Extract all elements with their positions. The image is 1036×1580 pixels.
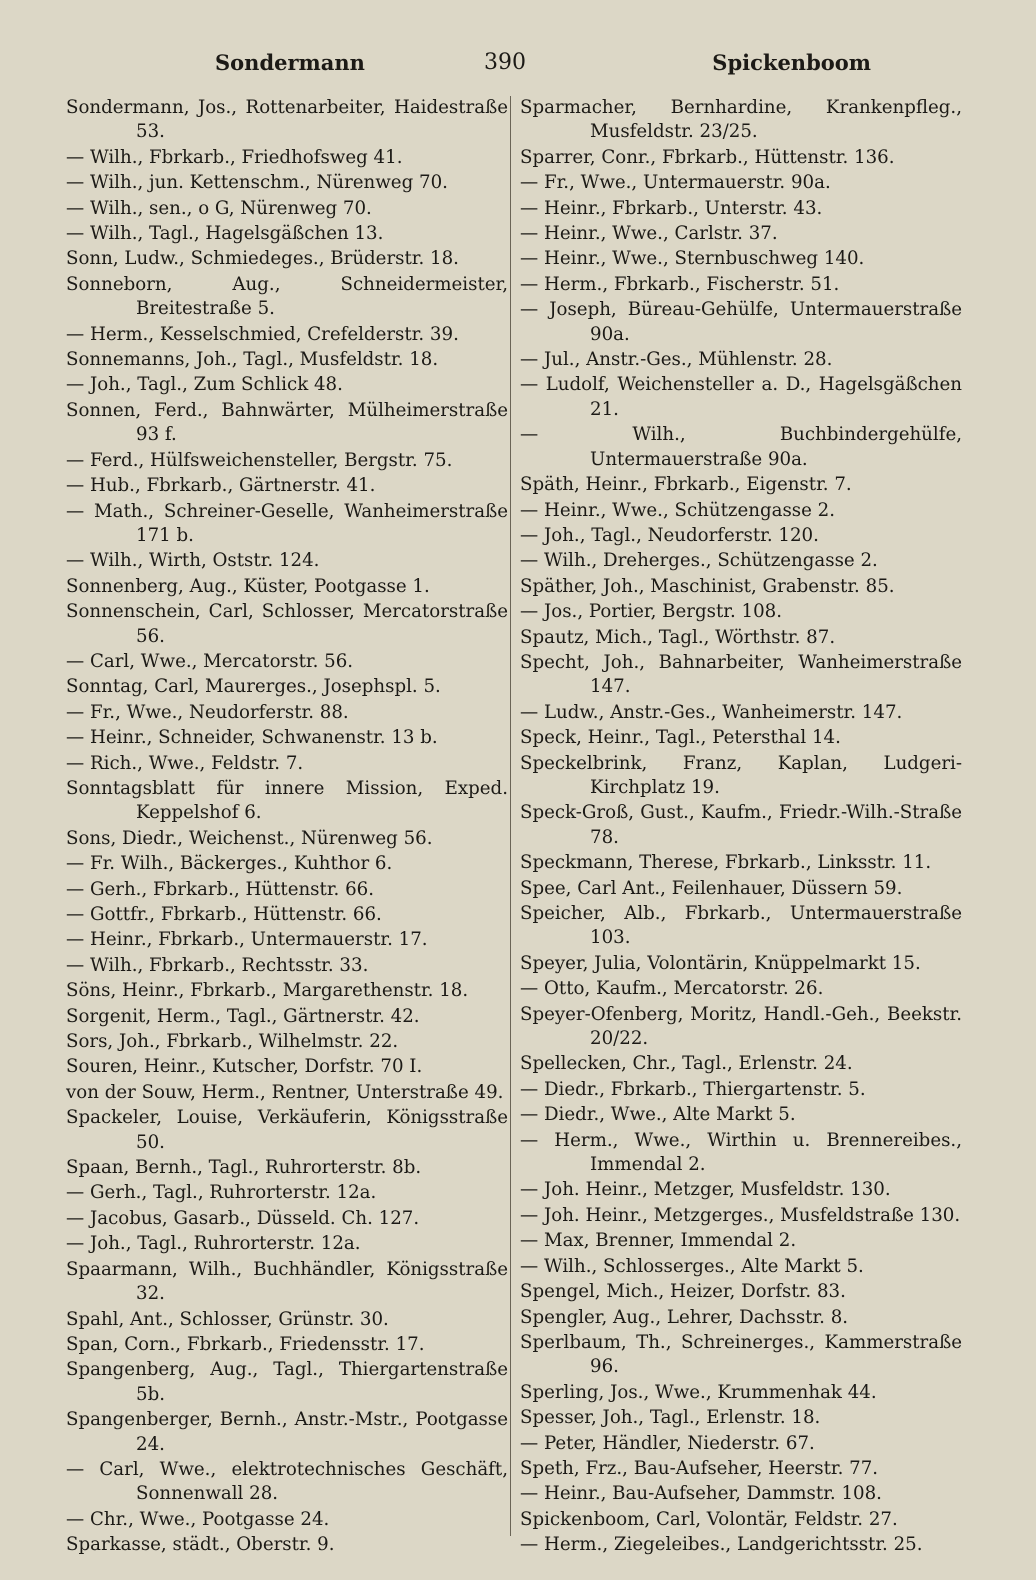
directory-entry: Sondermann, Jos., Rottenarbeiter, Haidestraße 53. — [66, 97, 508, 143]
directory-entry: Spahl, Ant., Schlosser, Grünstr. 30. — [66, 1308, 389, 1330]
directory-entry: Spangenberger, Bernh., Anstr.-Mstr., Pootgasse 24. — [66, 1409, 508, 1455]
directory-entry: — Herm., Kesselschmied, Crefelderstr. 39. — [66, 323, 459, 345]
directory-entry: Sonnenberg, Aug., Küster, Pootgasse 1. — [66, 575, 430, 597]
directory-entry: — Ferd., Hülfsweichensteller, Bergstr. 75. — [66, 449, 453, 471]
directory-entry: Sperlbaum, Th., Schreinerges., Kammerstraße 96. — [520, 1331, 962, 1378]
directory-entry: Spesser, Joh., Tagl., Erlenstr. 18. — [520, 1407, 821, 1429]
directory-entry: Sonnenschein, Carl, Schlosser, Mercatorstraße 56. — [66, 601, 508, 647]
directory-entry: — Diedr., Fbrkarb., Thiergartenstr. 5. — [520, 1078, 866, 1100]
directory-entry: — Heinr., Wwe., Schützengasse 2. — [520, 499, 836, 521]
directory-entry: Spickenboom, Carl, Volontär, Feldstr. 27. — [520, 1508, 898, 1530]
directory-entry: Spellecken, Chr., Tagl., Erlenstr. 24. — [520, 1053, 853, 1075]
directory-entry: — Diedr., Wwe., Alte Markt 5. — [520, 1104, 796, 1126]
directory-entry: — Ludolf, Weichensteller a. D., Hagelsgäßchen 21. — [520, 374, 962, 420]
directory-entry: — Carl, Wwe., elektrotechnisches Geschäft, Sonnenwall 28. — [66, 1458, 508, 1505]
directory-entry: Speck-Groß, Gust., Kaufm., Friedr.-Wilh.-Straße 78. — [520, 802, 962, 848]
directory-entry: — Joh. Heinr., Metzger, Musfeldstr. 130. — [520, 1179, 891, 1201]
directory-entry: Spengler, Aug., Lehrer, Dachsstr. 8. — [520, 1306, 849, 1328]
directory-entry: Speyer, Julia, Volontärin, Knüppelmarkt 15. — [520, 952, 921, 974]
directory-entry: — Chr., Wwe., Pootgasse 24. — [66, 1508, 330, 1530]
directory-entry: Speck, Heinr., Tagl., Petersthal 14. — [520, 727, 841, 749]
directory-entry: Sonnen, Ferd., Bahnwärter, Mülheimerstraße 93 f. — [66, 399, 508, 446]
directory-entry: — Wilh., Dreherges., Schützengasse 2. — [520, 550, 878, 572]
directory-entry: — Joseph, Büreau-Gehülfe, Untermauerstraße 90a. — [520, 299, 962, 345]
running-header — [60, 50, 976, 90]
directory-entry: Specht, Joh., Bahnarbeiter, Wanheimerstraße 147. — [520, 651, 962, 698]
directory-entry: Späth, Heinr., Fbrkarb., Eigenstr. 7. — [520, 474, 852, 496]
directory-entry: Speyer-Ofenberg, Moritz, Handl.-Geh., Beekstr. 20/22. — [520, 1003, 962, 1050]
directory-entry: — Herm., Fbrkarb., Fischerstr. 51. — [520, 273, 840, 295]
directory-entry: Sors, Joh., Fbrkarb., Wilhelmstr. 22. — [66, 1031, 399, 1053]
directory-entry: — Otto, Kaufm., Mercatorstr. 26. — [520, 978, 824, 1000]
directory-entry: Späther, Joh., Maschinist, Grabenstr. 85. — [520, 575, 895, 597]
directory-entry: — Heinr., Schneider, Schwanenstr. 13 b. — [66, 727, 438, 749]
directory-entry: — Ludw., Anstr.-Ges., Wanheimerstr. 147. — [520, 701, 903, 723]
directory-entry: — Wilh., Fbrkarb., Rechtsstr. 33. — [66, 954, 369, 976]
directory-entry: — Wilh., Buchbindergehülfe, Untermauerstraße 90a. — [520, 424, 962, 470]
directory-entry: — Heinr., Wwe., Sternbuschweg 140. — [520, 248, 865, 270]
directory-entry: Sonn, Ludw., Schmiedeges., Brüderstr. 18. — [66, 248, 459, 270]
directory-entry: Span, Corn., Fbrkarb., Friedensstr. 17. — [66, 1333, 425, 1355]
directory-entry: — Joh., Tagl., Ruhrorterstr. 12a. — [66, 1233, 361, 1255]
directory-entry: — Wilh., Wirth, Oststr. 124. — [66, 550, 320, 572]
directory-entry: Spautz, Mich., Tagl., Wörthstr. 87. — [520, 626, 836, 648]
directory-entry: — Wilh., Fbrkarb., Friedhofsweg 41. — [66, 146, 403, 168]
directory-entry: Sonnemanns, Joh., Tagl., Musfeldstr. 18. — [66, 349, 439, 371]
directory-entry: — Fr., Wwe., Neudorferstr. 88. — [66, 701, 349, 723]
directory-entry: Sonneborn, Aug., Schneidermeister, Breitestraße 5. — [66, 273, 508, 320]
directory-entry: — Wilh., Tagl., Hagelsgäßchen 13. — [66, 223, 384, 245]
directory-entry: — Heinr., Fbrkarb., Unterstr. 43. — [520, 197, 823, 219]
directory-entry: — Wilh., Schlosserges., Alte Markt 5. — [520, 1255, 864, 1277]
directory-entry: Spaarmann, Wilh., Buchhändler, Königsstraße 32. — [66, 1258, 508, 1305]
directory-entry: Souren, Heinr., Kutscher, Dorfstr. 70 I. — [66, 1056, 423, 1078]
directory-entry: — Gottfr., Fbrkarb., Hüttenstr. 66. — [66, 904, 382, 925]
right-column — [520, 96, 962, 1559]
directory-entry: — Joh., Tagl., Zum Schlick 48. — [66, 374, 343, 396]
directory-entry: — Wilh., jun. Kettenschm., Nürenweg 70. — [66, 172, 448, 194]
directory-entry: Speicher, Alb., Fbrkarb., Untermauerstraße 103. — [520, 903, 962, 949]
directory-entry: Spangenberg, Aug., Tagl., Thiergartenstraße 5b. — [66, 1359, 508, 1405]
directory-entry: Sparkasse, städt., Oberstr. 9. — [66, 1534, 335, 1556]
directory-entry: — Jul., Anstr.-Ges., Mühlenstr. 28. — [520, 349, 833, 371]
directory-entry: — Herm., Wwe., Wirthin u. Brennereibes., Immendal 2. — [520, 1129, 962, 1176]
directory-entry: — Herm., Ziegeleibes., Landgerichtsstr. 25. — [520, 1534, 923, 1556]
directory-entry: von der Souw, Herm., Rentner, Unterstraße 49. — [66, 1081, 504, 1103]
directory-entry: Sparrer, Conr., Fbrkarb., Hüttenstr. 136. — [520, 146, 895, 168]
directory-entry: — Heinr., Wwe., Carlstr. 37. — [520, 223, 778, 245]
directory-entry: — Jacobus, Gasarb., Düsseld. Ch. 127. — [66, 1207, 420, 1229]
directory-entry: — Math., Schreiner-Geselle, Wanheimerstraße 171 b. — [66, 500, 508, 546]
directory-entry: — Wilh., sen., o G, Nürenweg 70. — [66, 197, 372, 219]
left-column — [66, 96, 508, 1559]
directory-entry: Speth, Frz., Bau-Aufseher, Heerstr. 77. — [520, 1457, 879, 1479]
directory-entry: — Rich., Wwe., Feldstr. 7. — [66, 752, 304, 774]
header-right-word: Spickenboom — [712, 50, 871, 75]
directory-entry: Sorgenit, Herm., Tagl., Gärtnerstr. 42. — [66, 1005, 420, 1027]
directory-entry: — Joh. Heinr., Metzgerges., Musfeldstraße 130. — [520, 1204, 961, 1226]
directory-entry: — Jos., Portier, Bergstr. 108. — [520, 601, 783, 623]
directory-entry: Spackeler, Louise, Verkäuferin, Königsstraße 50. — [66, 1107, 508, 1153]
directory-entry: — Heinr., Bau-Aufseher, Dammstr. 108. — [520, 1483, 882, 1505]
directory-entry: Spee, Carl Ant., Feilenhauer, Düssern 59. — [520, 877, 903, 899]
directory-entry: Speckelbrink, Franz, Kaplan, Ludgeri-Kirchplatz 19. — [520, 752, 962, 798]
directory-entry: — Carl, Wwe., Mercatorstr. 56. — [66, 650, 354, 672]
directory-entry: Sonntagsblatt für innere Mission, Exped. Keppelshof 6. — [66, 777, 508, 824]
directory-entry: Speckmann, Therese, Fbrkarb., Linksstr. 11. — [520, 852, 932, 874]
directory-entry: — Max, Brenner, Immendal 2. — [520, 1230, 797, 1252]
directory-entry: Sperling, Jos., Wwe., Krummenhak 44. — [520, 1381, 877, 1403]
directory-entry: Sonntag, Carl, Maurerges., Josephspl. 5. — [66, 676, 441, 698]
directory-entry: — Heinr., Fbrkarb., Untermauerstr. 17. — [66, 929, 428, 951]
directory-entry: — Hub., Fbrkarb., Gärtnerstr. 41. — [66, 475, 376, 497]
directory-entry: Sons, Diedr., Weichenst., Nürenweg 56. — [66, 827, 433, 849]
directory-entry: Söns, Heinr., Fbrkarb., Margarethenstr. 18. — [66, 980, 469, 1002]
directory-entry: — Gerh., Tagl., Ruhrorterstr. 12a. — [66, 1182, 377, 1204]
header-left-word: Sondermann — [215, 50, 365, 75]
directory-entry: Sparmacher, Bernhardine, Krankenpfleg., Musfeldstr. 23/25. — [520, 97, 962, 143]
page-number: 390 — [484, 50, 526, 75]
column-divider — [510, 96, 511, 1536]
directory-entry: Spaan, Bernh., Tagl., Ruhrorterstr. 8b. — [66, 1157, 422, 1179]
directory-entry: Spengel, Mich., Heizer, Dorfstr. 83. — [520, 1281, 846, 1303]
directory-entry: — Fr. Wilh., Bäckerges., Kuhthor 6. — [66, 853, 393, 875]
directory-entry: — Joh., Tagl., Neudorferstr. 120. — [520, 524, 819, 546]
directory-entry: — Fr., Wwe., Untermauerstr. 90a. — [520, 172, 831, 194]
directory-entry: — Gerh., Fbrkarb., Hüttenstr. 66. — [66, 878, 375, 900]
directory-entry: — Peter, Händler, Niederstr. 67. — [520, 1432, 815, 1454]
